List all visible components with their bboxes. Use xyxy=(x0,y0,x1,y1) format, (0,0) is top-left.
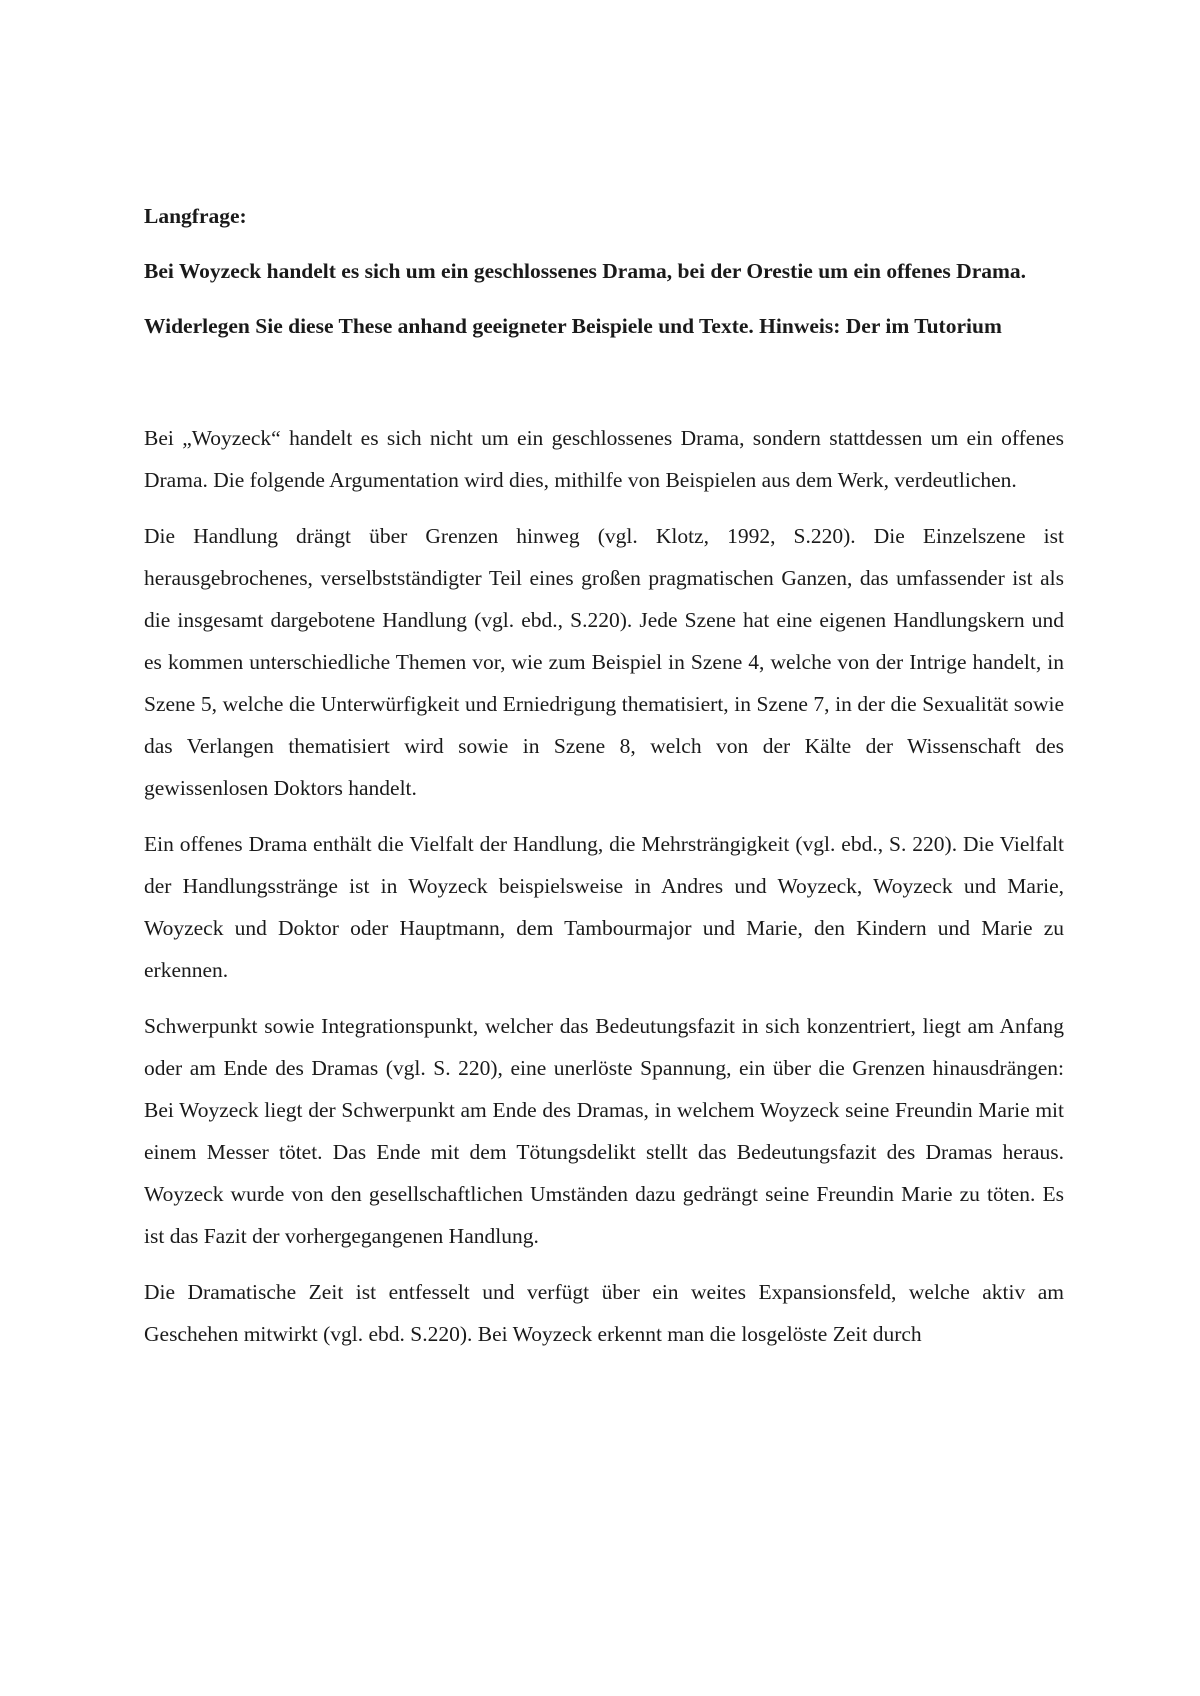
paragraph-vielfalt: Ein offenes Drama enthält die Vielfalt der Handlung, die Mehrsträngigkeit (vgl. ebd., S. 220). Die Vielfalt der Handlungsstränge ist in Woyzeck beispielsweise in Andres und Woyzeck, Woyzeck und Marie, Woyzeck und Doktor oder Hauptmann, dem Tambourmajor und Marie, den Kindern und Marie zu erkennen. xyxy=(144,832,1064,982)
paragraph-schwerpunkt: Schwerpunkt sowie Integrationspunkt, welcher das Bedeutungsfazit in sich konzentriert, liegt am Anfang oder am Ende des Dramas (vgl. S. 220), eine unerlöste Spannung, ein über die Grenzen hinausdrängen: Bei Woyzeck liegt der Schwerpunkt am Ende des Dramas, in welchem Woyzeck seine Freundin Marie mit einem Messer tötet. Das Ende mit dem Tötungsdelikt stellt das Bedeutungsfazit des Dramas heraus. Woyzeck wurde von den gesellschaftlichen Umständen dazu gedrängt seine Freundin Marie zu töten. Es ist das Fazit der vorhergegangenen Handlung. xyxy=(144,1014,1064,1248)
paragraph-handlung: Die Handlung drängt über Grenzen hinweg (vgl. Klotz, 1992, S.220). Die Einzelszene ist herausgebrochenes, verselbstständigter Teil eines großen pragmatischen Ganzen, das umfassender ist als die insgesamt dargebotene Handlung (vgl. ebd., S.220). Jede Szene hat eine eigenen Handlungskern und es kommen unterschiedliche Themen vor, wie zum Beispiel in Szene 4, welche von der Intrige handelt, in Szene 5, welche die Unterwürfigkeit und Erniedrigung thematisiert, in Szene 7, in der die Sexualität sowie das Verlangen thematisiert wird sowie in Szene 8, welch von der Kälte der Wissenschaft des gewissenlosen Doktors handelt. xyxy=(144,524,1064,800)
thesis-statement: Bei Woyzeck handelt es sich um ein geschlossenes Drama, bei der Orestie um ein offenes Drama. xyxy=(144,259,1027,283)
task-instruction: Widerlegen Sie diese These anhand geeigneter Beispiele und Texte. Hinweis: Der im Tutorium xyxy=(144,314,1002,338)
document-body xyxy=(144,196,1064,1369)
task-label: Langfrage: xyxy=(144,204,247,228)
paragraph-zeit: Die Dramatische Zeit ist entfesselt und verfügt über ein weites Expansionsfeld, welche aktiv am Geschehen mitwirkt (vgl. ebd. S.220). Bei Woyzeck erkennt man die losgelöste Zeit durch xyxy=(144,1280,1064,1346)
section-spacer xyxy=(144,347,1064,417)
paragraph-intro: Bei „Woyzeck“ handelt es sich nicht um ein geschlossenes Drama, sondern stattdessen um ein offenes Drama. Die folgende Argumentation wird dies, mithilfe von Beispielen aus dem Werk, verdeutlichen. xyxy=(144,426,1064,492)
